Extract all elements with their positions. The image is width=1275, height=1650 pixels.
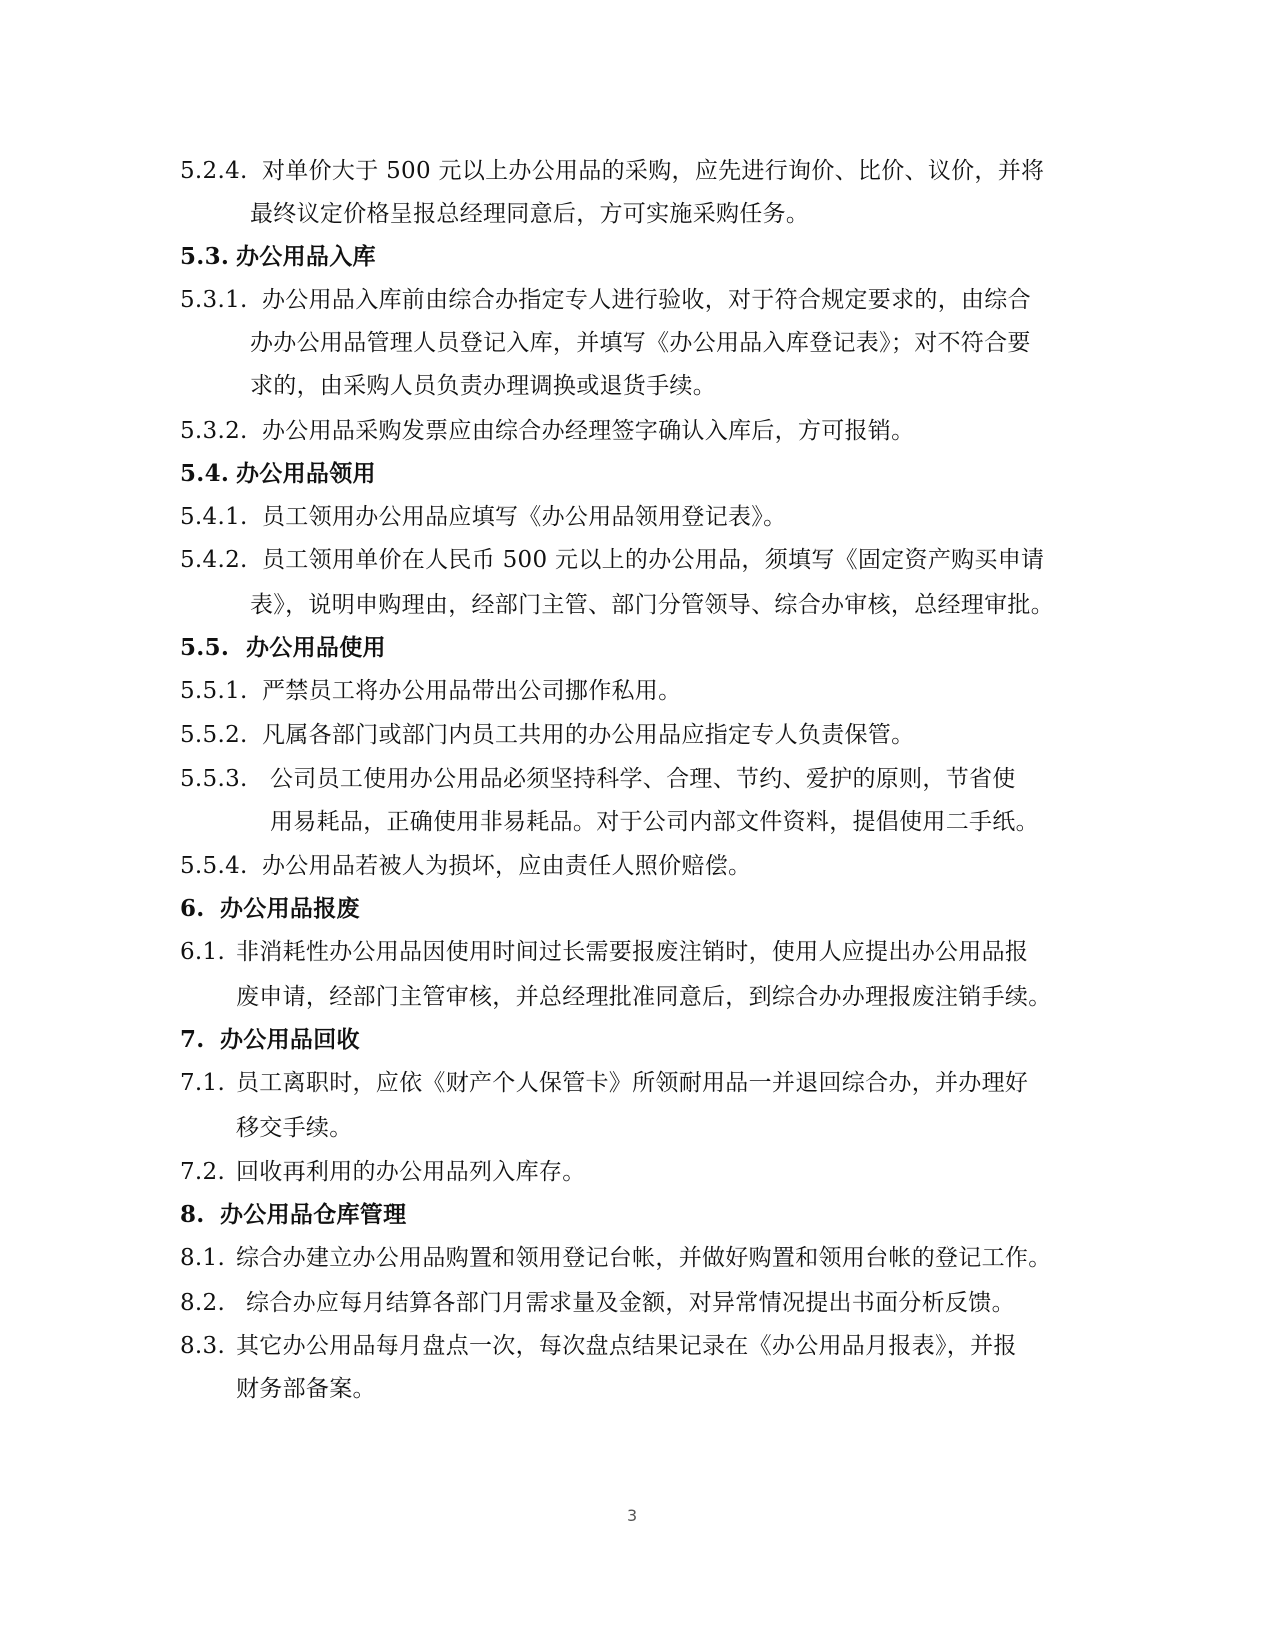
clause-text: 综合办建立办公用品购置和领用登记台帐，并做好购置和领用台帐的登记工作。 (236, 1245, 1052, 1271)
clause-text: 表》，说明申购理由，经部门主管、部门分管领导、综合办审核，总经理审批。 (250, 592, 1054, 618)
clause-number: 5.4.1. (180, 504, 248, 530)
clause-text: 回收再利用的办公用品列入库存。 (236, 1159, 586, 1185)
clause-number: 6. (180, 895, 205, 922)
clause-text: 其它办公用品每月盘点一次，每次盘点结果记录在《办公用品月报表》，并报 (236, 1333, 1017, 1359)
clause-text: 办公用品使用 (246, 634, 386, 661)
clause-text: 最终议定价格呈报总经理同意后，方可实施采购任务。 (250, 201, 810, 227)
page-number: 3 (627, 1506, 638, 1525)
clause-text: 财务部备案。 (236, 1376, 376, 1402)
clause-text: 综合办应每月结算各部门月需求量及金额，对异常情况提出书面分析反馈。 (246, 1290, 1015, 1316)
clause-text: 办公用品入库前由综合办指定专人进行验收，对于符合规定要求的，由综合 (262, 287, 1031, 313)
clause-text: 办公用品领用 (236, 460, 376, 487)
clause-text: 员工领用单价在人民币 500 元以上的办公用品，须填写《固定资产购买申请 (262, 547, 1045, 573)
clause-text: 公司员工使用办公用品必须坚持科学、合理、节约、爱护的原则，节省使 (270, 766, 1016, 792)
clause-number: 5.5.3. (180, 766, 248, 792)
clause-number: 6.1. (180, 939, 226, 965)
clause-text: 办公用品采购发票应由综合办经理签字确认入库后，方可报销。 (262, 418, 915, 444)
clause-text: 用易耗品，正确使用非易耗品。对于公司内部文件资料，提倡使用二手纸。 (270, 809, 1039, 835)
clause-number: 5.5.4. (180, 853, 248, 879)
clause-number: 5.5.2. (180, 722, 248, 748)
clause-number: 5.3.1. (180, 287, 248, 313)
clause-number: 5.5. (180, 634, 230, 661)
clause-text: 非消耗性办公用品因使用时间过长需要报废注销时，使用人应提出办公用品报 (236, 939, 1029, 965)
clause-text: 办公用品仓库管理 (220, 1201, 407, 1228)
clause-number: 5.2.4. (180, 158, 248, 184)
clause-number: 8.3. (180, 1333, 226, 1359)
clause-number: 5.5.1. (180, 678, 248, 704)
clause-text: 移交手续。 (236, 1115, 353, 1141)
clause-number: 7. (180, 1026, 205, 1053)
clause-number: 5.3. (180, 243, 230, 270)
clause-text: 办办公用品管理人员登记入库，并填写《办公用品入库登记表》；对不符合要 (250, 330, 1031, 356)
clause-number: 5.4. (180, 460, 230, 487)
clause-number: 7.2. (180, 1159, 226, 1185)
clause-number: 5.4.2. (180, 547, 248, 573)
clause-text: 凡属各部门或部门内员工共用的办公用品应指定专人负责保管。 (262, 722, 915, 748)
clause-text: 严禁员工将办公用品带出公司挪作私用。 (262, 678, 682, 704)
clause-number: 8.1. (180, 1245, 226, 1271)
clause-text: 废申请，经部门主管审核，并总经理批准同意后，到综合办办理报废注销手续。 (236, 984, 1052, 1010)
clause-number: 8.2. (180, 1290, 226, 1316)
clause-text: 办公用品入库 (236, 243, 376, 270)
clause-number: 5.3.2. (180, 418, 248, 444)
clause-text: 求的，由采购人员负责办理调换或退货手续。 (250, 373, 716, 399)
clause-text: 员工离职时，应依《财产个人保管卡》所领耐用品一并退回综合办，并办理好 (236, 1070, 1029, 1096)
clause-number: 8. (180, 1201, 205, 1228)
clause-text: 办公用品报废 (220, 895, 360, 922)
clause-number: 7.1. (180, 1070, 226, 1096)
clause-text: 办公用品若被人为损坏，应由责任人照价赔偿。 (262, 853, 752, 879)
clause-text: 员工领用办公用品应填写《办公用品领用登记表》。 (262, 504, 787, 530)
clause-text: 办公用品回收 (220, 1026, 360, 1053)
clause-text: 对单价大于 500 元以上办公用品的采购，应先进行询价、比价、议价，并将 (262, 158, 1045, 184)
